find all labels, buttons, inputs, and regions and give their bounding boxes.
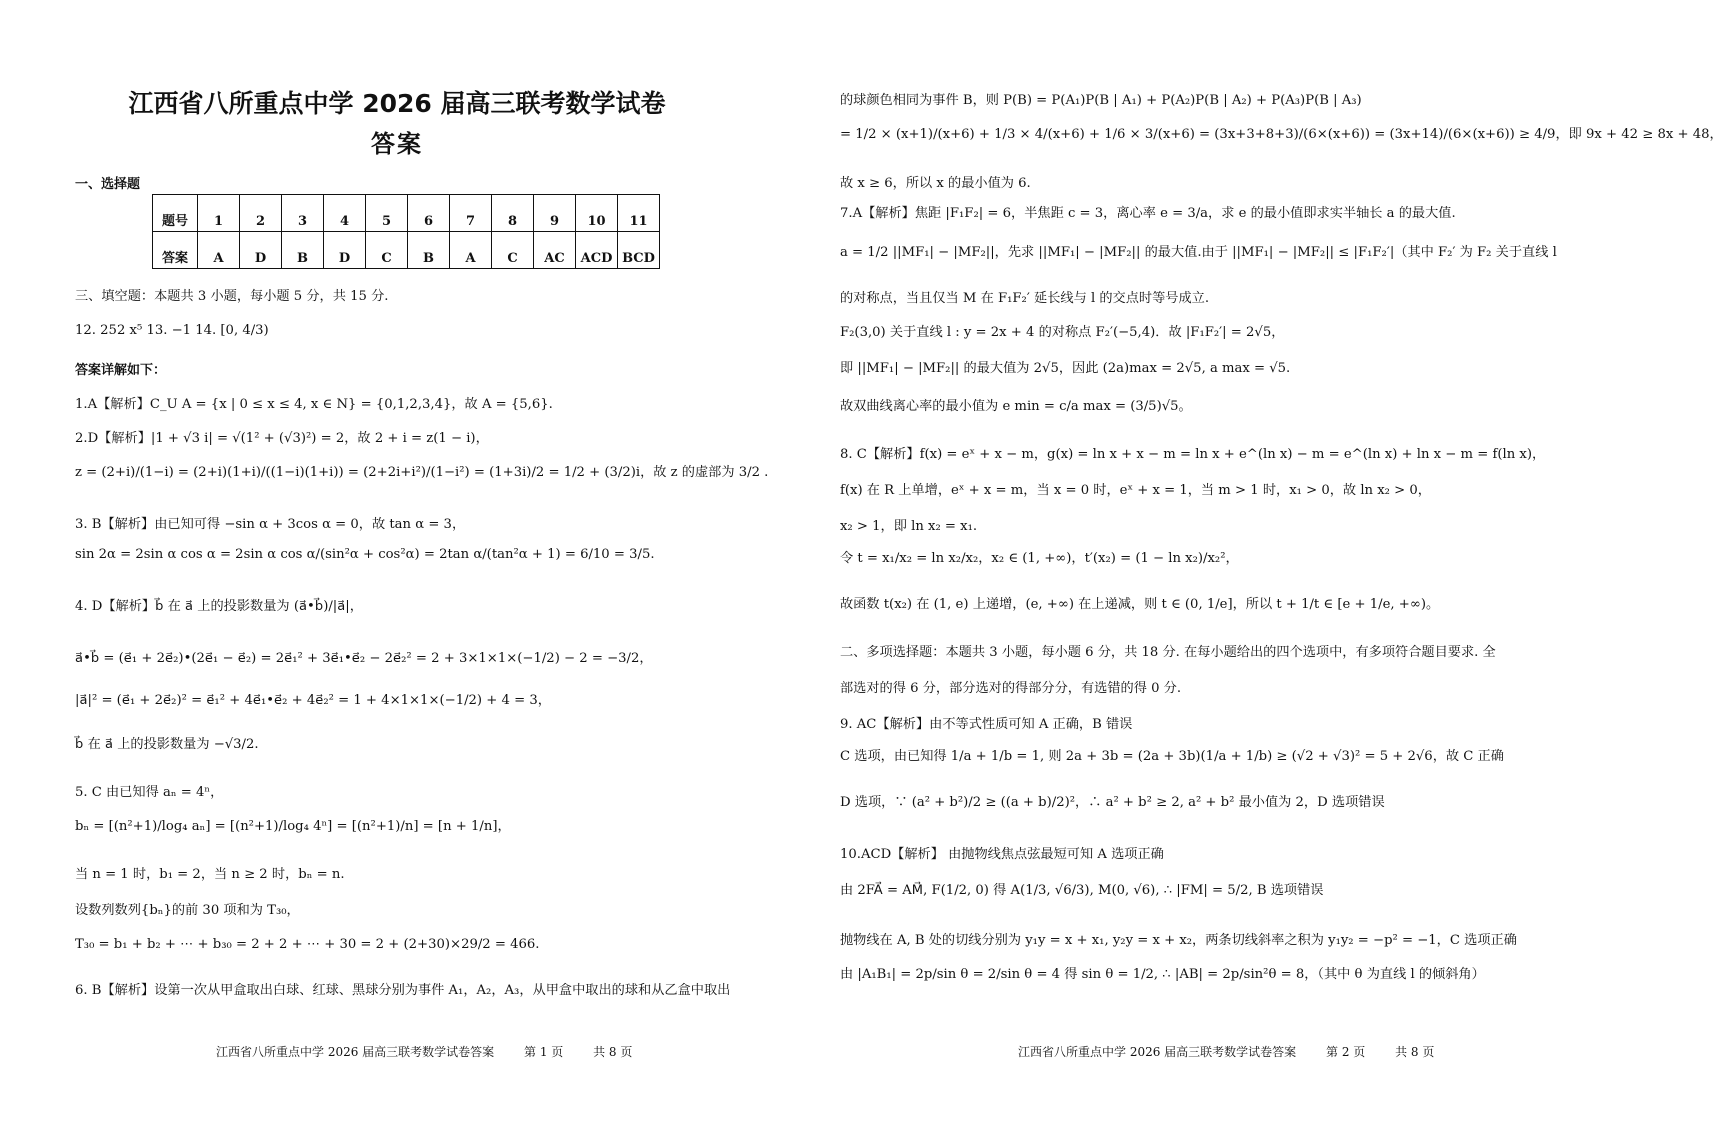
solution-line: 故双曲线离心率的最小值为 e min = c/a max = (3/5)√5。 [840, 399, 1192, 414]
page-footer [1018, 1043, 1460, 1060]
solution-line: 部选对的得 6 分，部分选对的得部分分，有选错的得 0 分. [840, 681, 1182, 696]
details-heading: 答案详解如下： [75, 363, 167, 378]
table-cell: 1 [198, 195, 240, 232]
solution-line: 即 ||MF₁| − |MF₂|| 的最大值为 2√5，因此 (2a)max = 2√5, a max = √5. [840, 361, 1291, 376]
table-cell: 2 [240, 195, 282, 232]
solution-line: 当 n = 1 时，b₁ = 2，当 n ≥ 2 时，bₙ = n. [75, 867, 345, 882]
page-footer [216, 1043, 658, 1060]
solution-line: 2.D【解析】|1 + √3 i| = √(1² + (√3)²) = 2，故 2 + i = z(1 − i)， [75, 431, 489, 446]
table-cell: B [282, 232, 324, 269]
solution-line: b⃗ 在 a⃗ 上的投影数量为 −√3/2. [75, 737, 259, 752]
solution-line: 5. C 由已知得 aₙ = 4ⁿ， [75, 785, 224, 800]
solution-line: = 1/2 × (x+1)/(x+6) + 1/3 × 4/(x+6) + 1/6 × 3/(x+6) = (3x+3+8+3)/(6×(x+6)) = (3x+14)/(6×(x+6)) ≥ 4/9，即 9x + 42 ≥ 8x + 48， [840, 127, 1723, 142]
table-cell: 7 [450, 195, 492, 232]
table-cell: 10 [576, 195, 618, 232]
answer-table [152, 194, 660, 269]
solution-line: a = 1/2 ||MF₁| − |MF₂||，先求 ||MF₁| − |MF₂|| 的最大值.由于 ||MF₁| − |MF₂|| ≤ |F₁F₂′|（其中 F₂′ 为 F₂ 关于直线 l [840, 245, 1557, 260]
solution-line: 1.A【解析】C_U A = {x | 0 ≤ x ≤ 4, x ∈ N} = {0,1,2,3,4}，故 A = {5,6}. [75, 397, 553, 412]
table-cell: 3 [282, 195, 324, 232]
solution-line: 设数列数列{bₙ}的前 30 项和为 T₃₀， [75, 903, 300, 918]
section-fill-heading: 三、填空题：本题共 3 小题，每小题 5 分，共 15 分. [75, 289, 389, 304]
solution-line: 7.A【解析】焦距 |F₁F₂| = 6，半焦距 c = 3，离心率 e = 3/a，求 e 的最小值即求实半轴长 a 的最大值. [840, 206, 1456, 221]
table-row-numbers [153, 195, 660, 232]
solution-line: 令 t = x₁/x₂ = ln x₂/x₂，x₂ ∈ (1, +∞)，t′(x₂) = (1 − ln x₂)/x₂²， [840, 551, 1239, 566]
solution-line: 由 |A₁B₁| = 2p/sin θ = 2/sin θ = 4 得 sin θ = 1/2, ∴ |AB| = 2p/sin²θ = 8，（其中 θ 为直线 l 的倾斜角） [840, 967, 1485, 982]
footer-page-number: 第 2 页 [1326, 1045, 1366, 1059]
table-cell: 4 [324, 195, 366, 232]
solution-line: |a⃗|² = (e⃗₁ + 2e⃗₂)² = e⃗₁² + 4e⃗₁•e⃗₂ + 4e⃗₂² = 1 + 4×1×1×(−1/2) + 4 = 3， [75, 693, 551, 708]
table-row-label: 题号 [153, 195, 198, 232]
table-cell: 9 [534, 195, 576, 232]
solution-line: 故函数 t(x₂) 在 (1, e) 上递增，(e, +∞) 在上递减，则 t ∈ (0, 1/e]，所以 t + 1/t ∈ [e + 1/e, +∞)。 [840, 597, 1440, 612]
document-title: 江西省八所重点中学 2026 届高三联考数学试卷 [128, 89, 666, 118]
footer-page-total: 共 8 页 [593, 1045, 633, 1059]
solution-line: a⃗•b⃗ = (e⃗₁ + 2e⃗₂)•(2e⃗₁ − e⃗₂) = 2e⃗₁² + 3e⃗₁•e⃗₂ − 2e⃗₂² = 2 + 3×1×1×(−1/2) − 2 = −3/2， [75, 651, 653, 666]
table-cell: BCD [618, 232, 660, 269]
footer-page-total: 共 8 页 [1395, 1045, 1435, 1059]
solution-line: z = (2+i)/(1−i) = (2+i)(1+i)/((1−i)(1+i)) = (2+2i+i²)/(1−i²) = (1+3i)/2 = 1/2 + (3/2)i，故 z 的虚部为 3/2 . [75, 465, 769, 480]
table-cell: AC [534, 232, 576, 269]
solution-line: 的球颜色相同为事件 B，则 P(B) = P(A₁)P(B | A₁) + P(A₂)P(B | A₂) + P(A₃)P(B | A₃) [840, 93, 1362, 108]
solution-line: 10.ACD【解析】 由抛物线焦点弦最短可知 A 选项正确 [840, 847, 1164, 862]
solution-line: 8. C【解析】f(x) = eˣ + x − m，g(x) = ln x + x − m = ln x + e^(ln x) − m = e^(ln x) + ln x − m = f(ln x)， [840, 447, 1546, 462]
document-subtitle: 答案 [371, 130, 423, 158]
fill-answers: 12. 252 x⁵ 13. −1 14. [0, 4/3) [75, 323, 269, 338]
solution-line: C 选项，由已知得 1/a + 1/b = 1, 则 2a + 3b = (2a + 3b)(1/a + 1/b) ≥ (√2 + √3)² = 5 + 2√6，故 C 正确 [840, 749, 1504, 764]
table-cell: C [366, 232, 408, 269]
solution-line: 6. B【解析】设第一次从甲盒取出白球、红球、黑球分别为事件 A₁，A₂，A₃，从甲盒中取出的球和从乙盒中取出 [75, 983, 731, 998]
table-row-label: 答案 [153, 232, 198, 269]
table-cell: D [324, 232, 366, 269]
table-cell: A [450, 232, 492, 269]
table-cell: 6 [408, 195, 450, 232]
table-cell: ACD [576, 232, 618, 269]
section-choice-heading: 一、选择题 [75, 177, 141, 192]
table-cell: B [408, 232, 450, 269]
table-cell: C [492, 232, 534, 269]
solution-line: 故 x ≥ 6，所以 x 的最小值为 6. [840, 176, 1031, 191]
footer-title: 江西省八所重点中学 2026 届高三联考数学试卷答案 [1018, 1045, 1297, 1059]
table-cell: 8 [492, 195, 534, 232]
solution-line: 4. D【解析】b⃗ 在 a⃗ 上的投影数量为 (a⃗•b⃗)/|a⃗|， [75, 599, 363, 614]
solution-line: 9. AC【解析】由不等式性质可知 A 正确，B 错误 [840, 717, 1133, 732]
solution-line: 抛物线在 A, B 处的切线分别为 y₁y = x + x₁, y₂y = x + x₂，两条切线斜率之积为 y₁y₂ = −p² = −1，C 选项正确 [840, 933, 1517, 948]
section-multi-heading: 二、多项选择题：本题共 3 小题，每小题 6 分，共 18 分. 在每小题给出的四个选项中，有多项符合题目要求. 全 [840, 645, 1496, 660]
solution-line: bₙ = [(n²+1)/log₄ aₙ] = [(n²+1)/log₄ 4ⁿ] = [(n²+1)/n] = [n + 1/n]， [75, 819, 511, 834]
page-1 [0, 0, 794, 1123]
table-cell: 5 [366, 195, 408, 232]
solution-line: 的对称点，当且仅当 M 在 F₁F₂′ 延长线与 l 的交点时等号成立. [840, 291, 1210, 306]
solution-line: T₃₀ = b₁ + b₂ + ⋯ + b₃₀ = 2 + 2 + ⋯ + 30 = 2 + (2+30)×29/2 = 466. [75, 937, 540, 952]
solution-line: x₂ > 1，即 ln x₂ = x₁. [840, 519, 978, 534]
solution-line: 由 2FA⃗ = AM⃗, F(1/2, 0) 得 A(1/3, √6/3), M(0, √6), ∴ |FM| = 5/2, B 选项错误 [840, 883, 1324, 898]
solution-line: f(x) 在 R 上单增，eˣ + x = m，当 x = 0 时，eˣ + x = 1，当 m > 1 时，x₁ > 0，故 ln x₂ > 0， [840, 483, 1431, 498]
solution-line: sin 2α = 2sin α cos α = 2sin α cos α/(sin²α + cos²α) = 2tan α/(tan²α + 1) = 6/10 = 3/5. [75, 547, 655, 562]
table-cell: D [240, 232, 282, 269]
page-2 [794, 0, 1723, 1123]
table-row-answers [153, 232, 660, 269]
solution-line: 3. B【解析】由已知可得 −sin α + 3cos α = 0，故 tan α = 3， [75, 517, 466, 532]
solution-line: D 选项，∵ (a² + b²)/2 ≥ ((a + b)/2)²，∴ a² + b² ≥ 2, a² + b² 最小值为 2，D 选项错误 [840, 795, 1385, 810]
footer-page-number: 第 1 页 [524, 1045, 564, 1059]
table-cell: 11 [618, 195, 660, 232]
table-cell: A [198, 232, 240, 269]
footer-title: 江西省八所重点中学 2026 届高三联考数学试卷答案 [216, 1045, 495, 1059]
solution-line: F₂(3,0) 关于直线 l : y = 2x + 4 的对称点 F₂′(−5,4)．故 |F₁F₂′| = 2√5， [840, 325, 1285, 340]
